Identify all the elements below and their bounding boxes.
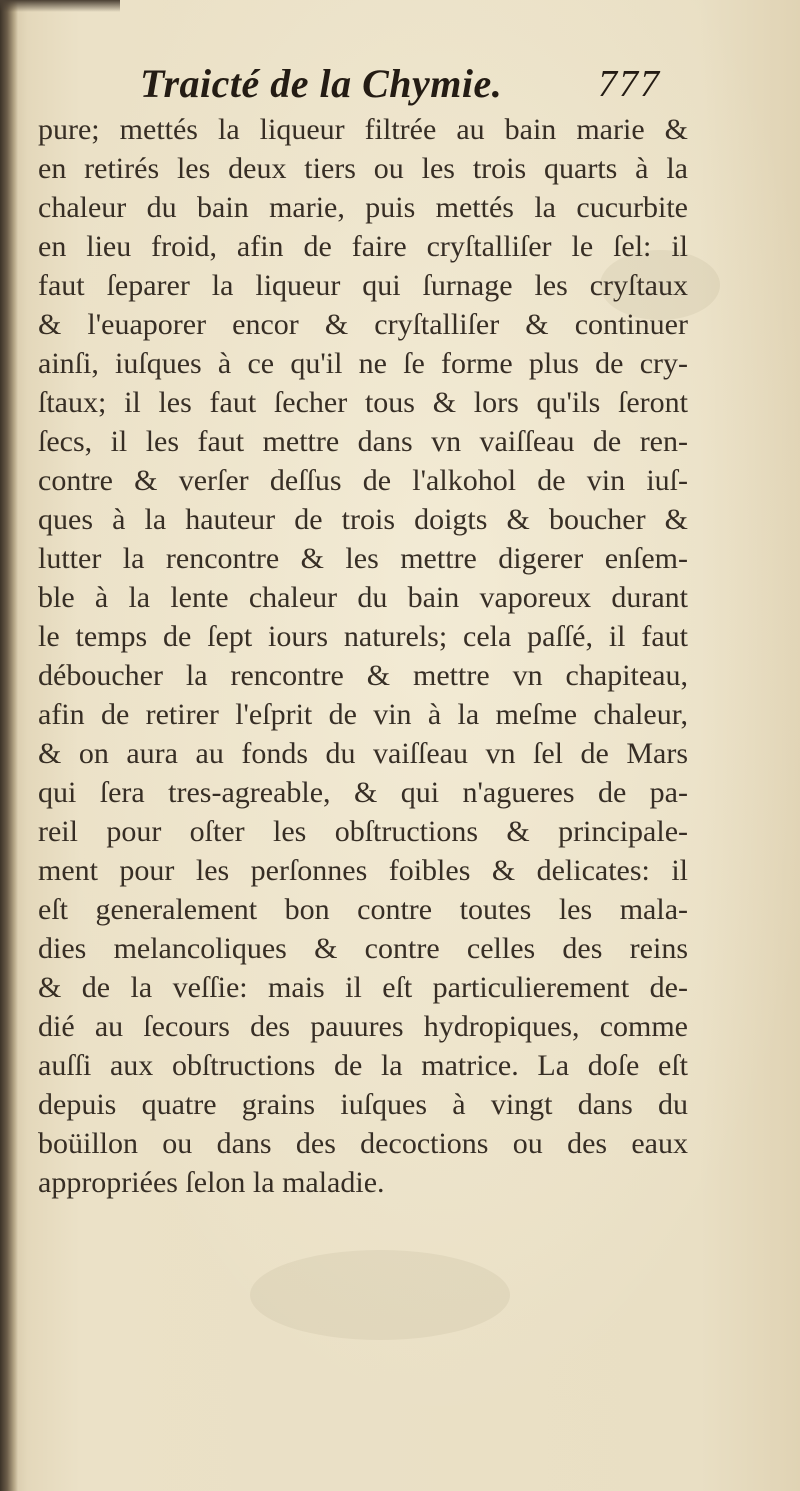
text-line: lutter la rencontre & les mettre digerer enſem- bbox=[38, 542, 688, 575]
text-line: déboucher la rencontre & mettre vn chapiteau, bbox=[38, 659, 688, 692]
text-line: boüillon ou dans des decoctions ou des eaux bbox=[38, 1127, 688, 1160]
page-top-shadow bbox=[0, 0, 120, 12]
text-line: & de la veſſie: mais il eſt particulierement de- bbox=[38, 971, 688, 1004]
text-line: eſt generalement bon contre toutes les mala- bbox=[38, 893, 688, 926]
text-line: chaleur du bain marie, puis mettés la cucurbite bbox=[38, 191, 688, 224]
text-line: ſecs, il les faut mettre dans vn vaiſſeau de ren- bbox=[38, 425, 688, 458]
text-line: ble à la lente chaleur du bain vaporeux durant bbox=[38, 581, 688, 614]
text-line: & l'euaporer encor & cryſtalliſer & continuer bbox=[38, 308, 688, 341]
text-line: contre & verſer deſſus de l'alkohol de vin iuſ- bbox=[38, 464, 688, 497]
text-line: en retirés les deux tiers ou les trois quarts à la bbox=[38, 152, 688, 185]
text-line: & on aura au fonds du vaiſſeau vn ſel de Mars bbox=[38, 737, 688, 770]
text-line: le temps de ſept iours naturels; cela paſſé, il faut bbox=[38, 620, 688, 653]
text-line: ainſi, iuſques à ce qu'il ne ſe forme plus de cry- bbox=[38, 347, 688, 380]
text-line: depuis quatre grains iuſques à vingt dans du bbox=[38, 1088, 688, 1121]
page-header bbox=[0, 58, 800, 108]
text-line: afin de retirer l'eſprit de vin à la meſme chaleur, bbox=[38, 698, 688, 731]
body-text bbox=[38, 110, 688, 1202]
text-line: en lieu froid, afin de faire cryſtalliſer le ſel: il bbox=[38, 230, 688, 263]
text-line: reil pour oſter les obſtructions & principale- bbox=[38, 815, 688, 848]
text-line: appropriées ſelon la maladie. bbox=[38, 1166, 385, 1199]
running-title: Traicté de la Chymie. bbox=[140, 61, 503, 106]
text-line: auſſi aux obſtructions de la matrice. La doſe eſt bbox=[38, 1049, 688, 1082]
text-line: ſtaux; il les faut ſecher tous & lors qu'ils ſeront bbox=[38, 386, 688, 419]
paper-stain bbox=[250, 1250, 510, 1340]
text-line: qui ſera tres-agreable, & qui n'agueres de pa- bbox=[38, 776, 688, 809]
text-line: dié au ſecours des pauures hydropiques, comme bbox=[38, 1010, 688, 1043]
text-line: ment pour les perſonnes foibles & delicates: il bbox=[38, 854, 688, 887]
text-line: pure; mettés la liqueur filtrée au bain marie & bbox=[38, 113, 688, 146]
text-line: dies melancoliques & contre celles des reins bbox=[38, 932, 688, 965]
text-line: ques à la hauteur de trois doigts & boucher & bbox=[38, 503, 688, 536]
page-number: 777 bbox=[598, 63, 661, 105]
page-binding-edge bbox=[0, 0, 18, 1491]
text-line: faut ſeparer la liqueur qui ſurnage les cryſtaux bbox=[38, 269, 688, 302]
